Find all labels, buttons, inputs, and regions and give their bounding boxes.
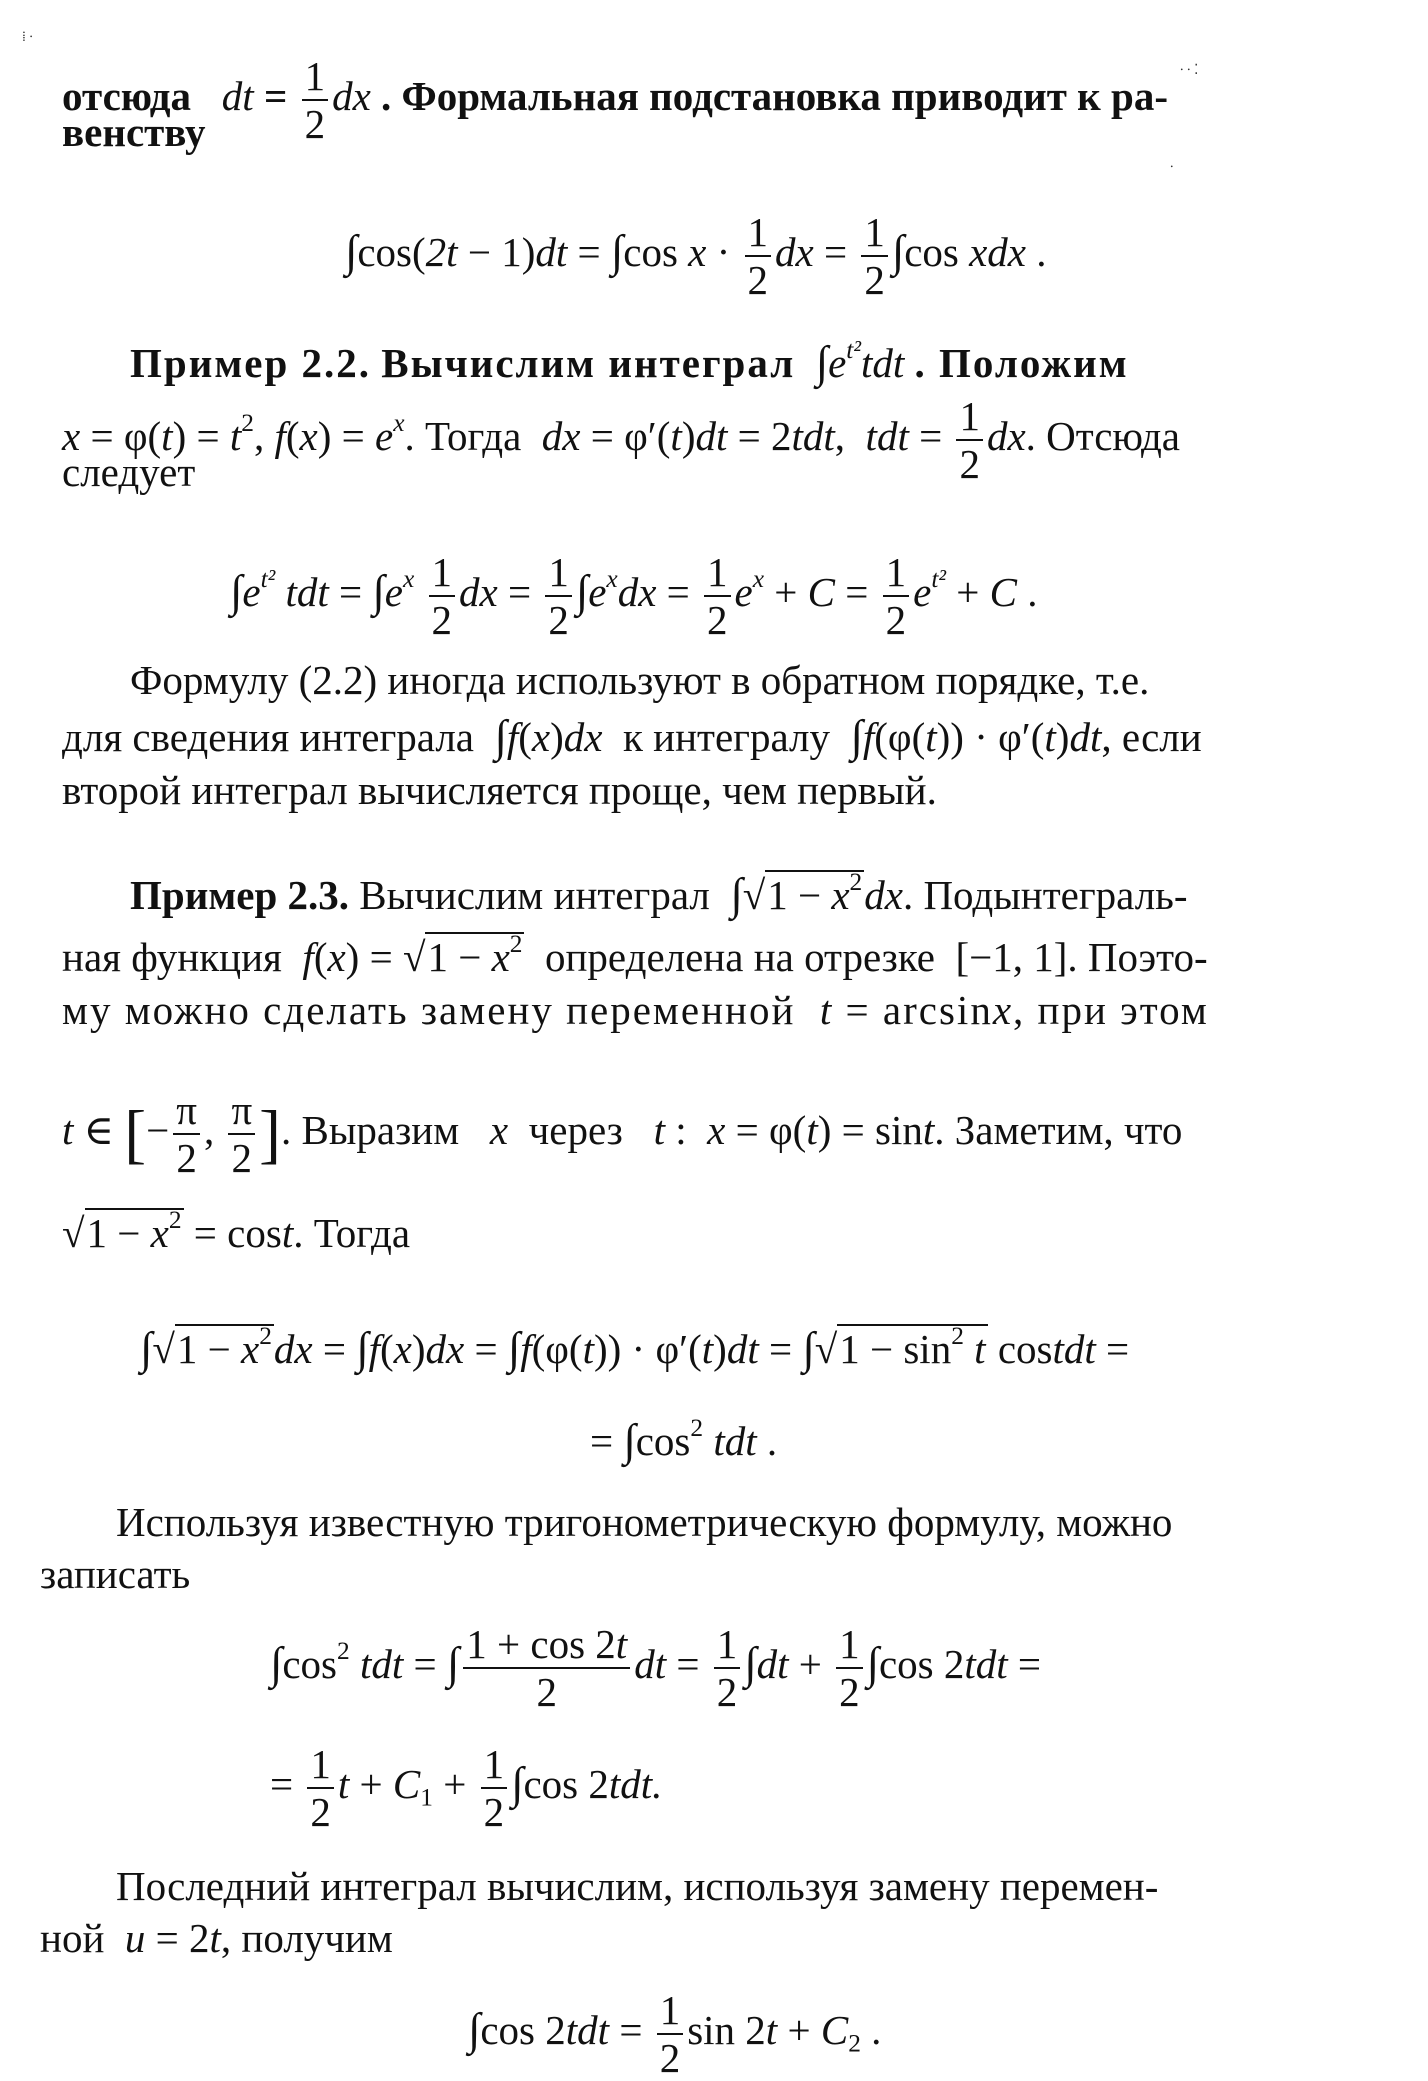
text-segment: Вычислим интеграл xyxy=(381,340,796,387)
text-line: для сведения интеграла ∫f(x)dx к интегралу ∫f(φ(t)) · φ′(t)dt, если xyxy=(62,711,1202,761)
text-segment: определена на отрезке xyxy=(544,934,935,981)
text-segment: , при этом xyxy=(1013,987,1209,1033)
example-label: Пример 2.2. xyxy=(130,340,371,387)
text-segment: ной xyxy=(40,1915,105,1961)
text-line: ная функция $f(x) = √1 - x^2$ определена на отрезке [−1, 1]. Поэто- xyxy=(62,930,1208,981)
formula: $\int e^{t^2}$ tdt = $\int e^x$ $\frac{1}{2}$ dx = $\frac{1}{2}$ $\int e^xdx$ = $\frac{1}{2}$ $e^x + C$ = $\frac{1}{2}$ $e^{t^2} + C$ . xyxy=(230,549,1038,643)
text-segment: для сведения интеграла xyxy=(62,714,474,760)
text-line xyxy=(62,448,195,496)
text-segment: ная функция xyxy=(62,934,282,981)
text-segment: . Поэто- xyxy=(1067,934,1208,981)
text-line: му можно сделать замену переменной t = arcsinx, при этом xyxy=(62,987,1209,1033)
example-label: Пример 2.3. xyxy=(130,872,349,919)
formula: = $\frac{1}{2}$ $t + C_1$ + $\frac{1}{2}$ ∫cos 2tdt. xyxy=(270,1741,663,1835)
text-segment: му можно сделать замену переменной xyxy=(62,987,796,1033)
text-segment: . Заметим, что xyxy=(934,1106,1183,1153)
text-segment: . Положим xyxy=(914,340,1129,387)
text-line xyxy=(62,766,937,814)
formula: $\int\cos^2$ tdt = ∫ $\frac{1 + \cos 2t}{2}$ dt = $\frac{1}{2}$ ∫dt + $\frac{1}{2}$ ∫cos 2tdt = xyxy=(270,1621,1042,1715)
text-segment: . Выразим xyxy=(280,1106,460,1153)
scan-noise: ∙ xyxy=(1170,160,1174,175)
text-line xyxy=(40,1550,190,1598)
scan-noise: ⁞ ∙ xyxy=(22,30,33,45)
text-segment: . Отсюда xyxy=(1025,412,1181,459)
text-segment: следует xyxy=(62,449,196,495)
scan-noise: ∙ ∙ ⁚ xyxy=(1180,63,1199,78)
text-segment: записать xyxy=(40,1551,191,1597)
text-line xyxy=(62,108,206,156)
text-segment: Последний интеграл вычислим, используя замену перемен- xyxy=(116,1863,1159,1909)
text-segment: . Тогда xyxy=(404,412,522,459)
text-segment: . Подынтеграль- xyxy=(902,872,1188,919)
text-segment: . Тогда xyxy=(293,1210,411,1257)
text-line xyxy=(130,656,1149,704)
text-line: Пример 2.2. Вычислим интеграл $\int e^{t^2}tdt$ . Положим xyxy=(130,336,1129,388)
text-segment: через xyxy=(528,1106,623,1153)
text-segment: . Формальная подстановка приводит к ра- xyxy=(381,72,1168,119)
text-line: Пример 2.3. Вычислим интеграл $\int√1 - x^2dx$. Подынтеграль- xyxy=(130,868,1188,920)
text-line xyxy=(116,1862,1158,1910)
text-line: ной u = 2t, получим xyxy=(40,1915,393,1961)
text-segment: отсюда xyxy=(62,72,192,119)
text-segment: венству xyxy=(62,109,206,155)
text-segment: , получим xyxy=(220,1915,393,1961)
text-segment: второй интеграл вычисляется проще, чем первый. xyxy=(62,767,937,813)
text-line: $x = \varphi(t) = t^2$, $f(x) = e^x$. Тогда dx = φ′(t)dt = 2tdt, tdt = $\frac{1}{2}$ dx. Отсюда xyxy=(62,393,1181,487)
formula: ∫cos(2t − 1)dt = ∫cos x · $\frac{1}{2}$ dx = $\frac{1}{2}$ ∫cos xdx . xyxy=(345,209,1047,303)
text-segment: к интегралу xyxy=(622,714,830,760)
formula: ∫cos 2tdt = $\frac{1}{2}$ $\sin 2t + C_2$ . xyxy=(468,1987,882,2081)
text-segment: Используя известную тригонометрическую формулу, можно xyxy=(116,1499,1173,1545)
formula: = $\int\cos^2$ tdt . xyxy=(590,1414,778,1466)
text-segment: Вычислим интеграл xyxy=(359,872,710,919)
formula: $\int√1 - x^2dx = \int f(x)dx = \int f(\varphi(t)) \cdot \varphi'(t)dt = \int√1 - \sin^2 t$ costdt = xyxy=(140,1322,1130,1374)
text-line xyxy=(116,1498,1172,1546)
text-segment: Формулу (2.2) иногда используют в обратном порядке, т.е. xyxy=(130,657,1150,703)
text-line: отсюда dt = $\frac{1}{2}$ dx . Формальная подстановка приводит к ра- xyxy=(62,53,1168,147)
text-line: t ∈ [− $\frac{\pi}{2}$ , $\frac{\pi}{2}$ ]. Выразим x через t : x = φ(t) = sint. Заметим, что xyxy=(62,1087,1183,1181)
text-line: $√1 - x^2 = \cos t$. Тогда xyxy=(62,1206,411,1257)
text-segment: , если xyxy=(1101,714,1202,760)
